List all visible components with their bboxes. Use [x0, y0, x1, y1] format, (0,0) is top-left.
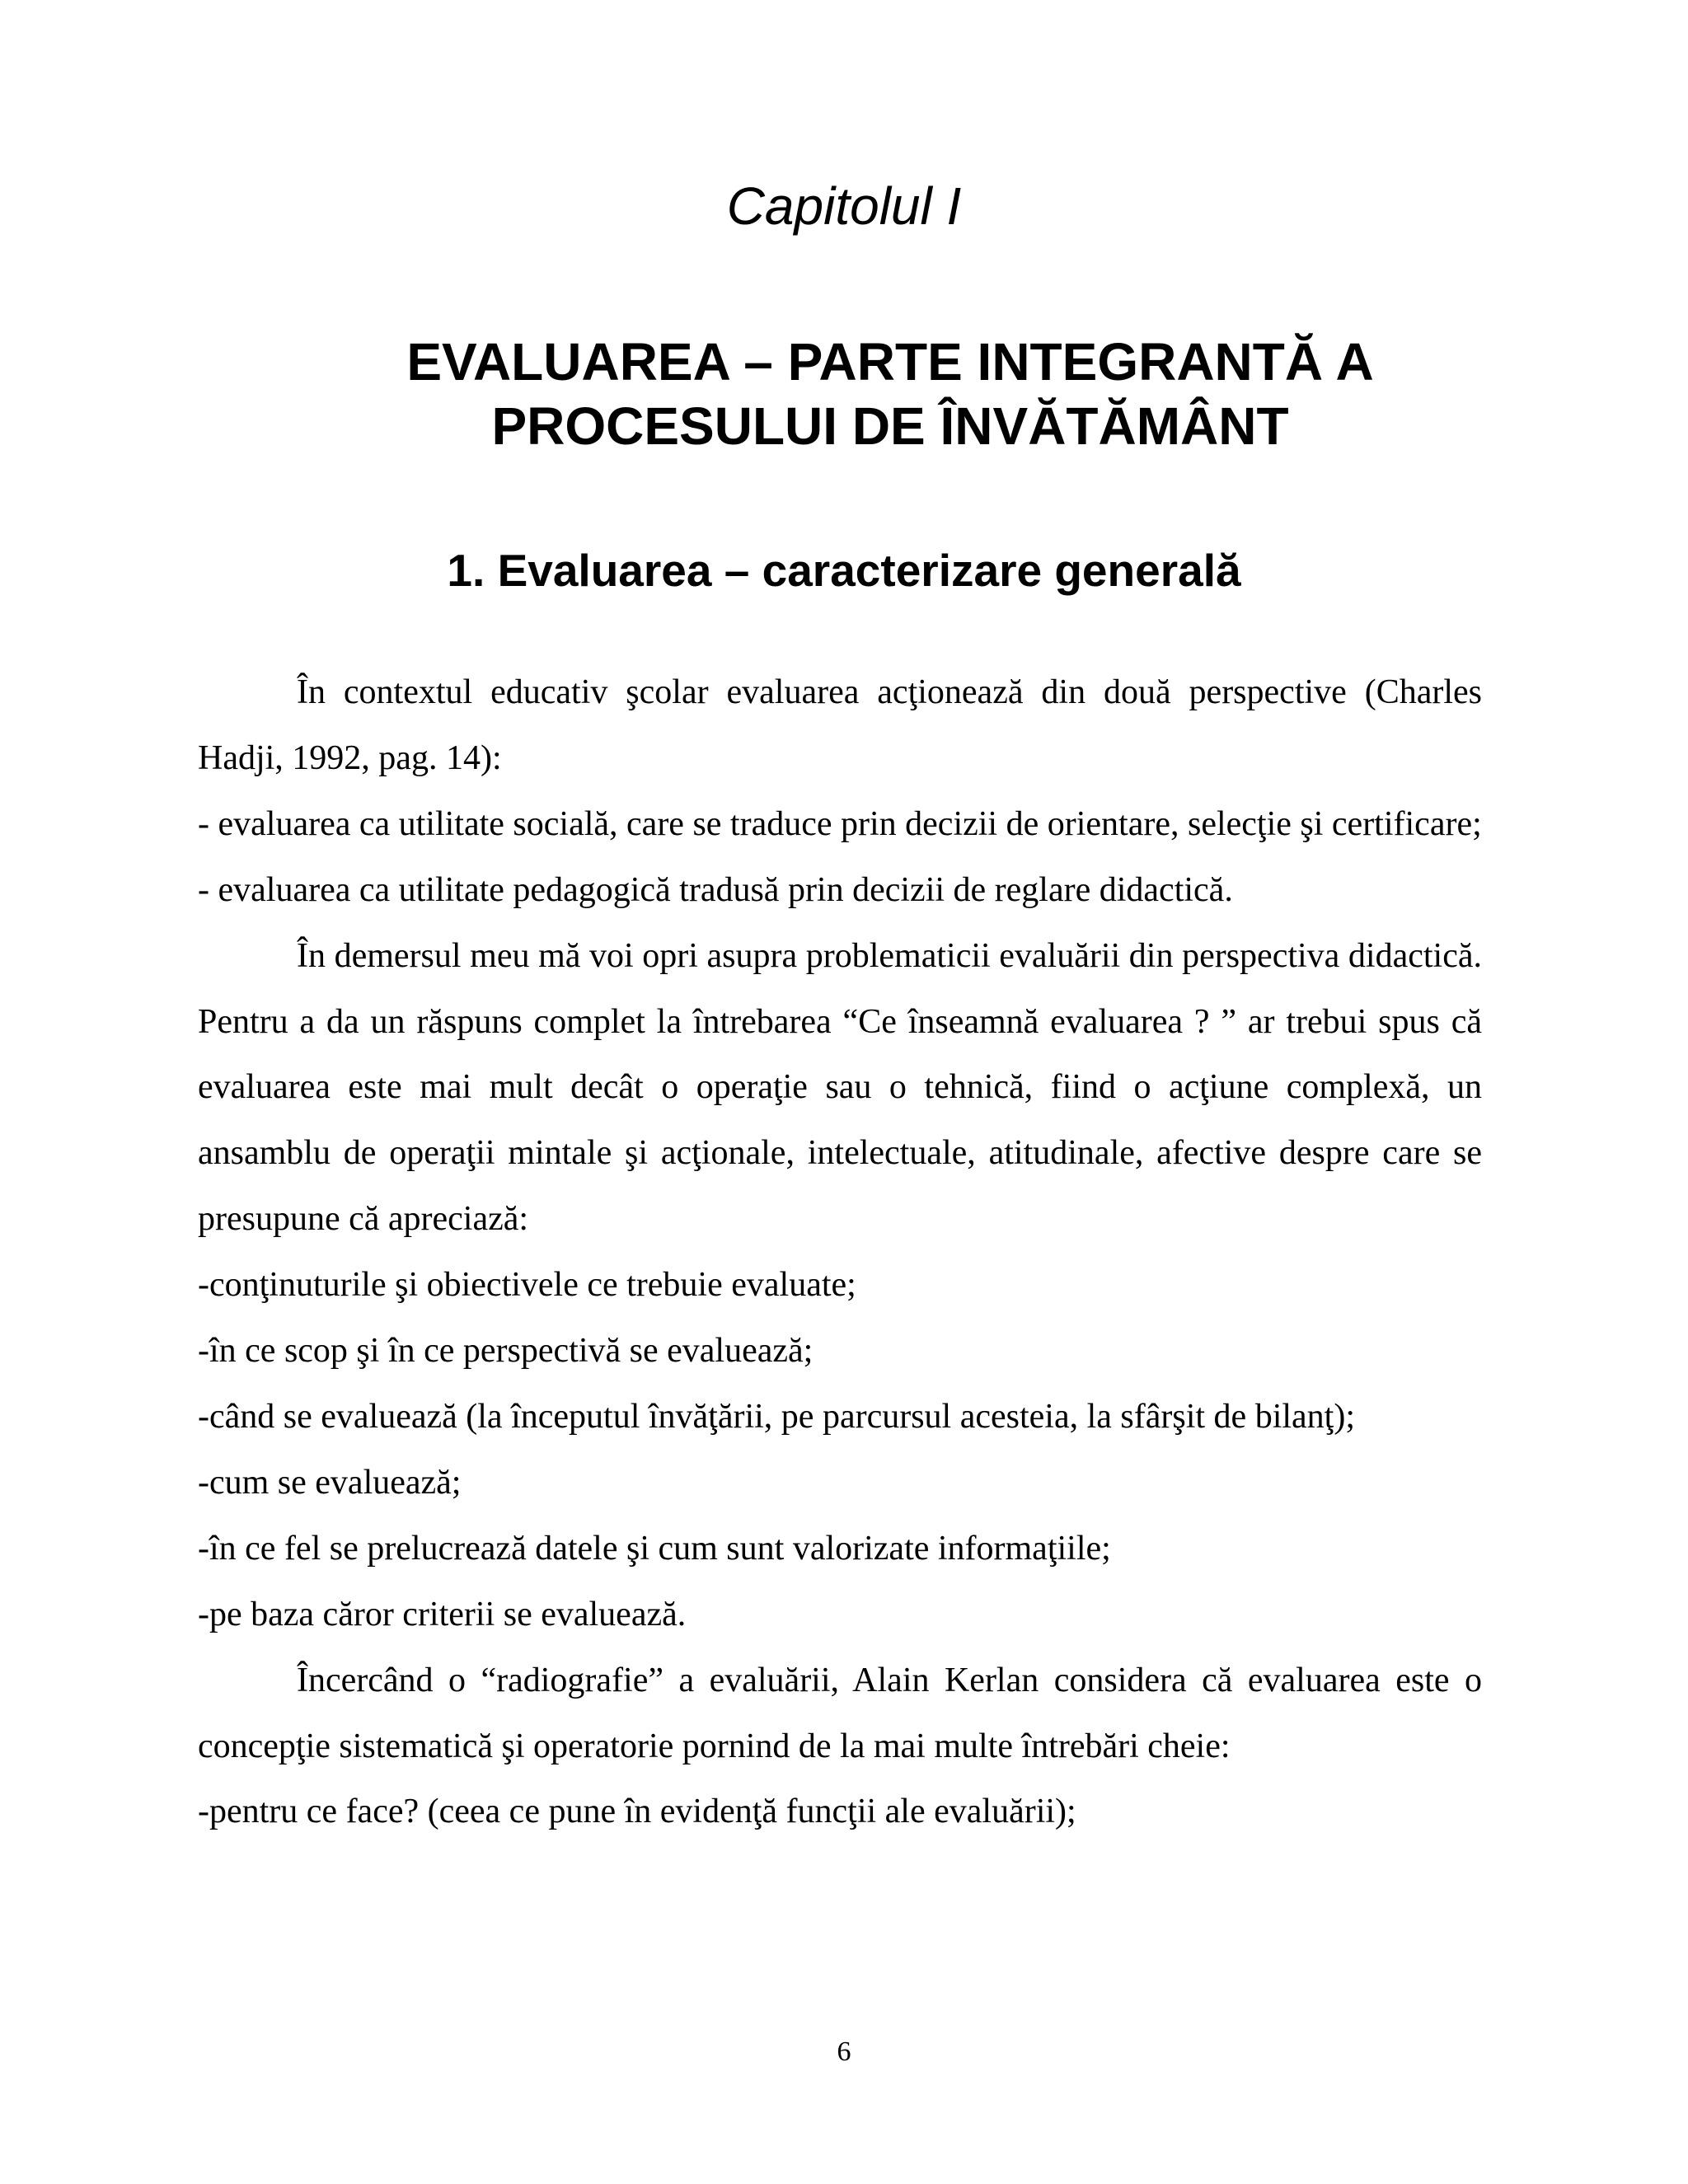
chapter-label: Capitolul I [726, 176, 962, 236]
list-item-purpose: -în ce scop şi în ce perspectivă se evaluează; [198, 1332, 814, 1371]
list-item-pedagogical-utility: - evaluarea ca utilitate pedagogică tradusă prin decizii de reglare didactică. [198, 870, 1233, 909]
list-item-data-processing: -în ce fel se prelucrează datele şi cum sunt valorizate informaţiile; [198, 1529, 1111, 1568]
body-text [198, 660, 1482, 1845]
paragraph-didactic-perspective: În demersul meu mă voi opri asupra problematicii evaluării din perspectiva didactică. Pentru a da un răspuns complet la întrebarea “Ce înseamnă evaluarea ? ” ar trebui spus că evaluarea este mai mult decât o operaţie sau o tehnică, fiind o acţiune complexă, un ansamblu de operaţii mintale şi acţionale, intelectuale, atitudinale, afective despre care se presupune că apreciază: [198, 936, 1482, 1239]
list-item-why: -pentru ce face? (ceea ce pune în evidenţă funcţii ale evaluării); [198, 1793, 1076, 1831]
list-item-contents: -conţinuturile şi obiectivele ce trebuie evaluate; [198, 1266, 856, 1305]
chapter-title [313, 330, 1467, 458]
section-title: 1. Evaluarea – caracterizare generală [447, 545, 1241, 596]
chapter-title-line-2: PROCESULUI DE ÎNVĂTĂMÂNT [491, 396, 1289, 456]
list-item-social-utility: - evaluarea ca utilitate socială, care se traduce prin decizii de orientare, selecţie şi certificare; [198, 804, 1482, 843]
page-number: 6 [837, 2036, 851, 2067]
list-item-how: -cum se evaluează; [198, 1463, 462, 1502]
chapter-title-line-1: EVALUAREA – PARTE INTEGRANTĂ A [406, 332, 1374, 391]
paragraph-kerlan: Încercând o “radiografie” a evaluării, Alain Kerlan considera că evaluarea este o concepţie sistematică şi operatorie pornind de la mai multe întrebări cheie: [198, 1661, 1482, 1765]
list-item-criteria: -pe baza căror criterii se evaluează. [198, 1595, 687, 1633]
paragraph-intro: În contextul educativ şcolar evaluarea acţionează din două perspective (Charles Hadji, 1992, pag. 14): [198, 673, 1482, 777]
list-item-when: -când se evaluează (la începutul învăţării, pe parcursul acesteia, la sfârşit de bilanţ); [198, 1397, 1356, 1436]
